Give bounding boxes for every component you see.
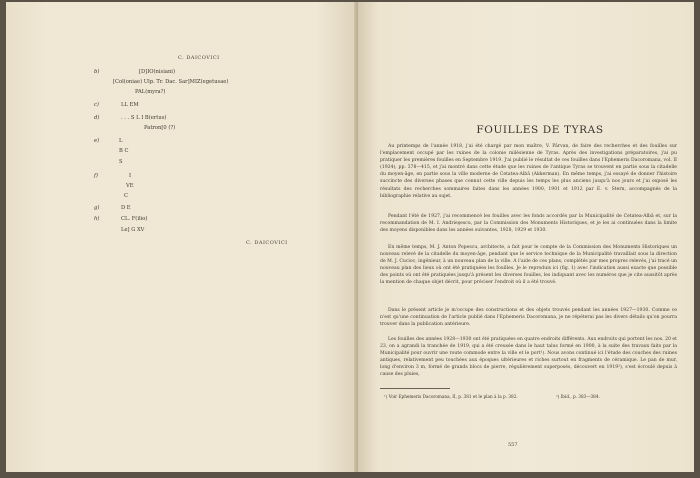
- inscription-line: [D]IO(nisiani): [139, 69, 175, 75]
- inscription-line: [Col(oniae) Ulp. Tr. Dac. Sar]MIZ(egetusae): [113, 79, 229, 85]
- author-signature: C. DAICOVICI: [246, 240, 288, 246]
- article-title: FOUILLES DE TYRAS: [476, 124, 604, 136]
- inscription-line: Le] G XV: [121, 227, 145, 233]
- paragraph: Dans le présent article je m'occupe des constructions et des objets trouvés pendant les années 1927—1930. Comme ce n'est qu'une continuation de l'article publié dans l'Ephemeris Dacoromana, je ne répéterai pas les divers détails qu'on pourra trouver dans la publication antérieure.: [380, 308, 677, 328]
- inscription-line: B C: [119, 148, 129, 154]
- running-head-left: C. DAICOVICI: [178, 55, 220, 61]
- footnote-rule: [380, 388, 450, 389]
- paragraph: En même temps, M. J. Anton Popescu, architecte, a fait pour le compte de la Commission des Monuments Historiques un nouveau relevé de la citadelle du moyen-âge, pendant que le service technique de la Municipalité travaillait sous la direction de M. J. Cucioc, ingénieur, à un nouveau plan de la ville. A l'aide de ces plans, complétés par mes propres relevés, j'ai tracé un nouveau plan des lieux où ont été pratiquées les fouilles. Je le reproduis ici (fig. 1) avec l'indication aussi exacte que possible des points où ont été pratiquées jusqu'à présent les diverses fouilles, les indiquant avec les numéros que je cite aussitôt après la mention de chaque objet décrit, pour préciser l'endroit où il a été trouvé.: [380, 245, 677, 286]
- left-page: [6, 2, 358, 472]
- inscription-line: Patron[0 (?): [144, 125, 176, 131]
- inscription-label-c: c): [94, 102, 99, 108]
- paragraph: Au printemps de l'année 1918, j'ai été chargé par mon maître, V. Pârvan, de faire des recherches et des fouilles sur l'emplacement occupé par les ruines de la colonie milésienne de Tyras. Après des investigations préparatoires, j'ai pu pratiquer les premières fouilles en Septembre 1919. J'ai publié le résultat de ces fouilles dans l'Ephemeris Dacoromana, vol. II (1924), pp. 378—415, et j'ai montré dans cette étude que les ruines de l'antique Tyras se trouvent en partie sous la citadelle du moyen-âge, en partie sous la ville moderne de Cetatea-Albă (Akkerman). En même temps, j'ai essayé de donner l'histoire succincte des diverses phases que connut cette ville depuis les temps les plus anciens jusqu'à nos jours et j'ai exposé les résultats des recherches sommaires faites dans les années 1900, 1901 et 1912 par E. v. Stern, accompagnés de la bibliographie relative au sujet.: [380, 144, 677, 199]
- right-page: [358, 2, 694, 472]
- inscription-line: CL. F(ilio): [121, 216, 148, 222]
- inscription-label-e: e): [94, 138, 100, 144]
- inscription-label-b: b): [94, 69, 100, 75]
- inscription-label-f: f): [94, 173, 98, 179]
- page-number: 557: [508, 442, 518, 448]
- paragraph: Les fouilles des années 1928—1930 ont été pratiquées en quatre endroits différents. Aux endroits qui portent les nos. 20 et 23, on a agrandi la tranchée de 1919, qui a été creusée dans le haut talus formé en 1900, à la suite des travaux faits par la Municipalité pour ouvrir une route commode entre la ville et le port¹). Nous avons continué ici l'étude des couches des ruines antiques, relativement peu touchées aux époques ultérieures et riches surtout en fragments de céramique. Le pan de mur, long d'environ 3 m, formé de grands blocs de pierre, régulièrement superposés, découvert en 1919²), s'est écroulé depuis à cause des pluies,: [380, 337, 677, 378]
- inscription-line: C: [124, 193, 128, 199]
- inscription-line: D E: [121, 205, 131, 211]
- inscription-line: LL EM: [121, 102, 139, 108]
- inscription-line: . . . S L I B(ertus): [121, 115, 167, 121]
- inscription-line: L: [119, 138, 123, 144]
- inscription-line: VE: [126, 183, 134, 189]
- inscription-line: S: [119, 159, 123, 165]
- footnote: ¹) Voir Ephemeris Dacoromana, II, p. 381 et le plan à la p. 382.: [384, 394, 518, 399]
- footnote: ²) Ibid., p. 383—384.: [556, 394, 600, 399]
- inscription-label-g: g): [94, 205, 100, 211]
- inscription-line: PAL(myra?): [135, 89, 166, 95]
- book-spread: [6, 2, 694, 472]
- inscription-line: I: [129, 173, 132, 179]
- inscription-label-h: h): [94, 216, 100, 222]
- inscription-label-d: d): [94, 115, 100, 121]
- paragraph: Pendant l'été de 1927, j'ai recommencé les fouilles avec les fonds accordés par la Municipalité de Cetatea-Albă et, sur la recommandation de M. I. Andrieşescu, par la Commission des Monuments Historiques, et je les ai continuées dans la limite des moyens disponibles dans les années suivantes, 1928, 1929 et 1930.: [380, 214, 677, 234]
